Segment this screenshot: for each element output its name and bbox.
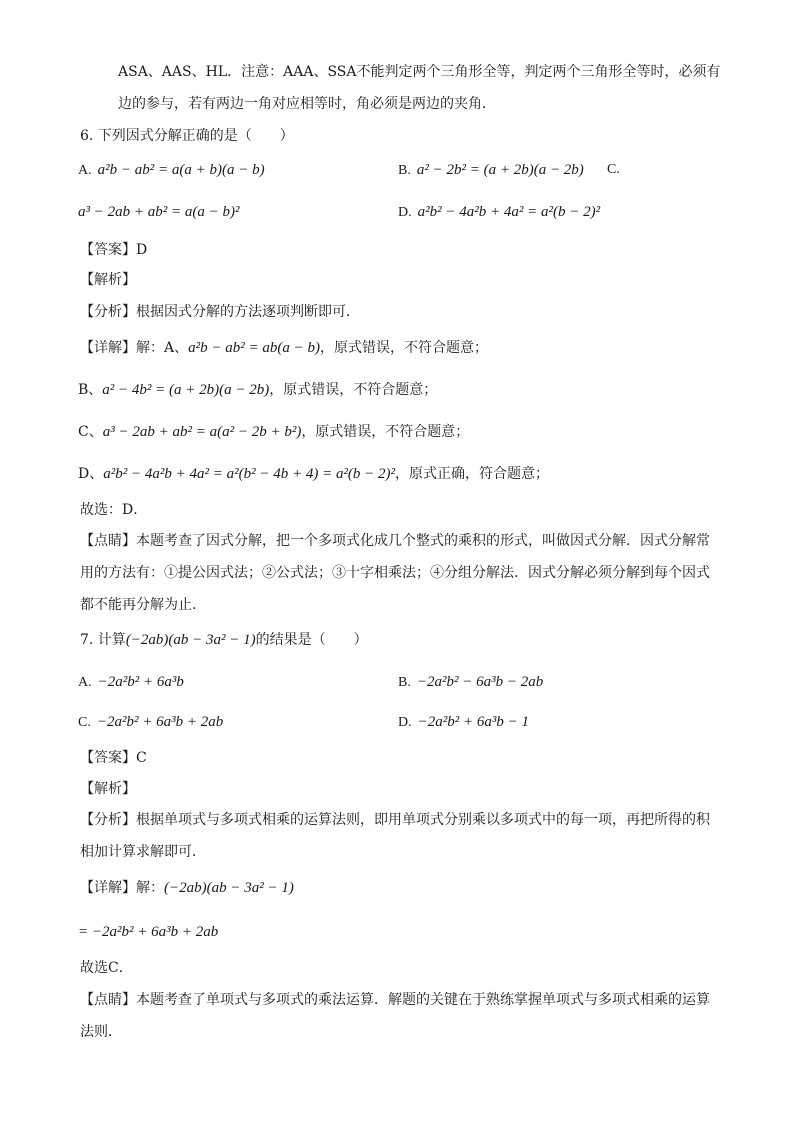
q6-stem: 6. 下列因式分解正确的是（ ） bbox=[80, 128, 294, 144]
intro-line-1: ASA、AAS、HL．注意：AAA、SSA不能判定两个三角形全等，判定两个三角形全等时，必须有 bbox=[118, 64, 721, 80]
q7-fenxi-line-1: 【分析】根据单项式与多项式相乘的运算法则，即用单项式分别乘以多项式中的每一项，再把所得的积 bbox=[80, 812, 710, 828]
q7-stem-expr: (−2ab)(ab − 3a² − 1) bbox=[125, 632, 256, 648]
q6-option-d bbox=[398, 202, 600, 223]
q6-option-b-label: B. bbox=[398, 163, 411, 178]
q6-detail-b-prefix: B、 bbox=[78, 382, 103, 398]
q6-detail-c bbox=[78, 422, 469, 442]
q7-option-b bbox=[398, 672, 543, 693]
q6-option-a bbox=[78, 160, 265, 181]
q7-option-b-label: B. bbox=[398, 675, 411, 690]
q7-fenxi-line-2: 相加计算求解即可． bbox=[80, 844, 206, 860]
q6-detail-d-expr: a²b² − 4a²b + 4a² = a²(b² − 4b + 4) = a²(b − 2)² bbox=[103, 466, 396, 482]
q7-stem-prefix: 7. 计算 bbox=[80, 632, 126, 648]
q7-option-c-label: C. bbox=[78, 715, 91, 730]
q6-detail-prefix: 【详解】解：A、 bbox=[80, 340, 189, 356]
q6-detail-a-expr: a²b − ab² = ab(a − b) bbox=[188, 340, 320, 356]
q7-answer: 【答案】C bbox=[80, 750, 147, 766]
q7-option-d-expr: −2a²b² + 6a³b − 1 bbox=[417, 714, 529, 730]
q6-analysis-heading: 【解析】 bbox=[80, 272, 136, 288]
q7-option-b-expr: −2a²b² − 6a³b − 2ab bbox=[416, 674, 544, 690]
q6-option-a-expr: a²b − ab² = a(a + b)(a − b) bbox=[97, 162, 265, 178]
q7-option-a bbox=[78, 672, 184, 693]
q6-detail-b-tail: ，原式错误，不符合题意； bbox=[269, 382, 438, 398]
intro-line-2: 边的参与，若有两边一角对应相等时，角必须是两边的夹角． bbox=[118, 96, 496, 112]
q6-option-c bbox=[78, 202, 239, 223]
q6-choose: 故选：D． bbox=[80, 502, 148, 518]
q7-detail-prefix: 【详解】解： bbox=[80, 880, 164, 896]
q6-option-a-label: A. bbox=[78, 163, 92, 178]
q6-detail-d bbox=[78, 464, 549, 484]
q6-option-c-expr: a³ − 2ab + ab² = a(a − b)² bbox=[78, 204, 240, 220]
q6-detail-c-prefix: C、 bbox=[78, 424, 103, 440]
q7-detail-line-2 bbox=[78, 922, 218, 942]
q7-stem-tail: 的结果是（ ） bbox=[255, 632, 368, 648]
q6-fenxi: 【分析】根据因式分解的方法逐项判断即可． bbox=[80, 304, 360, 320]
q7-choose: 故选C． bbox=[80, 960, 133, 976]
q6-dianjing-line-3: 都不能再分解为止． bbox=[80, 597, 206, 613]
q7-option-d bbox=[398, 712, 529, 733]
q7-dianjing-line-2: 法则． bbox=[80, 1024, 122, 1040]
q6-detail-a bbox=[80, 338, 488, 358]
q6-answer: 【答案】D bbox=[80, 242, 148, 258]
q7-option-a-label: A. bbox=[78, 675, 92, 690]
q6-option-b-expr: a² − 2b² = (a + 2b)(a − 2b) bbox=[416, 162, 584, 178]
q6-detail-d-tail: ，原式正确，符合题意； bbox=[395, 466, 550, 482]
q6-detail-c-tail: ，原式错误，不符合题意； bbox=[301, 424, 470, 440]
q7-option-a-expr: −2a²b² + 6a³b bbox=[97, 674, 184, 690]
q7-detail-expr: (−2ab)(ab − 3a² − 1) bbox=[164, 880, 294, 896]
q7-option-d-label: D. bbox=[398, 715, 412, 730]
q6-detail-b-expr: a² − 4b² = (a + 2b)(a − 2b) bbox=[102, 382, 270, 398]
q6-option-d-label: D. bbox=[398, 205, 412, 220]
q7-analysis-heading: 【解析】 bbox=[80, 781, 136, 797]
q6-detail-b bbox=[78, 380, 437, 400]
q6-detail-d-prefix: D、 bbox=[78, 466, 104, 482]
q6-detail-a-tail: ，原式错误，不符合题意； bbox=[319, 340, 488, 356]
q7-detail-result: = −2a²b² + 6a³b + 2ab bbox=[78, 924, 219, 940]
q7-dianjing-line-1: 【点睛】本题考查了单项式与多项式的乘法运算．解题的关键在于熟练掌握单项式与多项式相乘的运算 bbox=[80, 992, 710, 1008]
q7-option-c bbox=[78, 712, 223, 733]
q6-option-b bbox=[398, 160, 584, 181]
q7-detail bbox=[80, 878, 294, 898]
q7-stem bbox=[80, 630, 368, 650]
q6-dianjing-line-2: 用的方法有：①提公因式法；②公式法；③十字相乘法；④分组分解法．因式分解必须分解到每个因式 bbox=[80, 565, 710, 581]
q6-option-d-expr: a²b² − 4a²b + 4a² = a²(b − 2)² bbox=[417, 204, 601, 220]
q6-detail-c-expr: a³ − 2ab + ab² = a(a² − 2b + b²) bbox=[102, 424, 302, 440]
q6-option-c-label: C. bbox=[607, 162, 620, 177]
q6-dianjing-line-1: 【点睛】本题考查了因式分解，把一个多项式化成几个整式的乘积的形式，叫做因式分解．因式分解常 bbox=[80, 533, 710, 549]
q7-option-c-expr: −2a²b² + 6a³b + 2ab bbox=[96, 714, 224, 730]
